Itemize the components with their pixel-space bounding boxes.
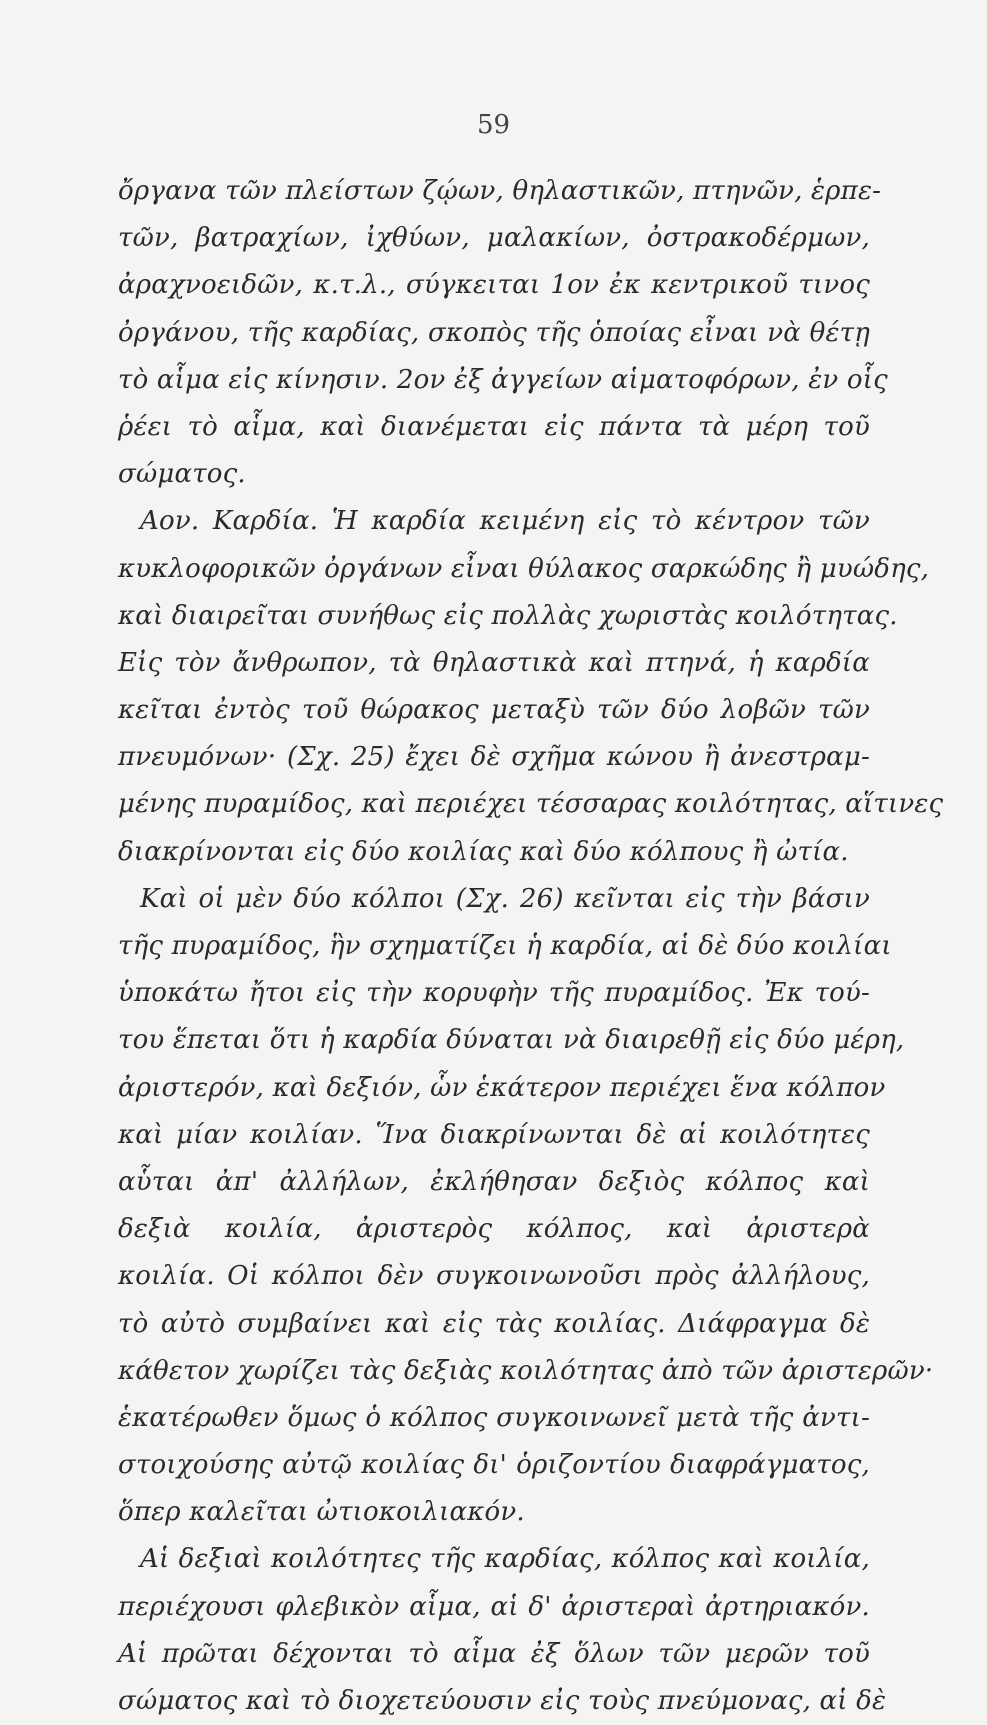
- text-line: ὄργανα τῶν πλείστων ζῴων, θηλαστικῶν, πτηνῶν, ἑρπε-: [118, 176, 882, 206]
- text-line: Καὶ οἱ μὲν δύο κόλποι (Σχ. 26) κεῖνται εἰς τὴν βάσιν: [140, 883, 870, 914]
- text-line: ἀριστερόν, καὶ δεξιόν, ὧν ἑκάτερον περιέχει ἕνα κόλπον: [118, 1072, 886, 1103]
- text-line: κάθετον χωρίζει τὰς δεξιὰς κοιλότητας ἀπὸ τῶν ἀριστερῶν·: [118, 1355, 934, 1386]
- text-line: τὸ αὐτὸ συμβαίνει καὶ εἰς τὰς κοιλίας. Διάφραγμα δὲ: [118, 1308, 870, 1339]
- text-line: κυκλοφορικῶν ὀργάνων εἶναι θύλακος σαρκώδης ἢ μυώδης,: [118, 553, 930, 584]
- text-line: ῥέει τὸ αἷμα, καὶ διανέμεται εἰς πάντα τὰ μέρη τοῦ: [118, 411, 870, 442]
- text-line: πνευμόνων· (Σχ. 25) ἔχει δὲ σχῆμα κώνου ἢ ἀνεστραμ-: [118, 742, 870, 773]
- text-line: διακρίνονται εἰς δύο κοιλίας καὶ δύο κόλπους ἢ ὠτία.: [118, 836, 849, 867]
- text-line: στοιχούσης αὐτῷ κοιλίας δι' ὁριζοντίου διαφράγματος,: [118, 1450, 870, 1481]
- text-line: τῆς πυραμίδος, ἣν σχηματίζει ἡ καρδία, αἱ δὲ δύο κοιλίαι: [118, 931, 892, 961]
- text-line: τὸ αἷμα εἰς κίνησιν. 2ον ἐξ ἀγγείων αἱματοφόρων, ἐν οἷς: [118, 364, 888, 395]
- body-text: [118, 168, 944, 1725]
- text-line: ἀραχνοειδῶν, κ.τ.λ., σύγκειται 1ον ἐκ κεντρικοῦ τινος: [118, 270, 870, 301]
- page-number: 59: [476, 110, 511, 140]
- text-line: αὗται ἀπ' ἀλλήλων, ἐκλήθησαν δεξιὸς κόλπος καὶ: [118, 1166, 870, 1197]
- text-line: δεξιὰ κοιλία, ἀριστερὸς κόλπος, καὶ ἀριστερὰ: [118, 1214, 870, 1245]
- text-line: σώματος καὶ τὸ διοχετεύουσιν εἰς τοὺς πνεύμονας, αἱ δὲ: [118, 1686, 887, 1716]
- text-line: ἑκατέρωθεν ὅμως ὁ κόλπος συγκοινωνεῖ μετὰ τῆς ἀντι-: [118, 1402, 870, 1433]
- text-line: Αἱ πρῶται δέχονται τὸ αἷμα ἐξ ὅλων τῶν μερῶν τοῦ: [118, 1638, 870, 1669]
- text-line: Αον. Καρδία. Ἡ καρδία κειμένη εἰς τὸ κέντρον τῶν: [140, 506, 870, 537]
- text-line: σώματος.: [118, 459, 246, 490]
- text-line: Εἰς τὸν ἄνθρωπον, τὰ θηλαστικὰ καὶ πτηνά, ἡ καρδία: [118, 647, 870, 678]
- text-line: ὀργάνου, τῆς καρδίας, σκοπὸς τῆς ὁποίας εἶναι νὰ θέτῃ: [118, 317, 870, 348]
- text-line: περιέχουσι φλεβικὸν αἷμα, αἱ δ' ἀριστεραὶ ἀρτηριακόν.: [118, 1591, 870, 1622]
- text-line: ὑποκάτω ἤτοι εἰς τὴν κορυφὴν τῆς πυραμίδος. Ἐκ τού-: [118, 978, 870, 1009]
- text-line: καὶ μίαν κοιλίαν. Ἵνα διακρίνωνται δὲ αἱ κοιλότητες: [118, 1119, 870, 1150]
- text-line: κοιλία. Οἱ κόλποι δὲν συγκοινωνοῦσι πρὸς ἀλλήλους,: [118, 1261, 870, 1292]
- text-line: μένης πυραμίδος, καὶ περιέχει τέσσαρας κοιλότητας, αἵτινες: [118, 789, 944, 820]
- text-line: τῶν, βατραχίων, ἰχθύων, μαλακίων, ὀστρακοδέρμων,: [118, 223, 870, 254]
- text-line: ὅπερ καλεῖται ὠτιοκοιλιακόν.: [118, 1497, 525, 1528]
- text-line: κεῖται ἐντὸς τοῦ θώρακος μεταξὺ τῶν δύο λοβῶν τῶν: [118, 695, 870, 726]
- text-line: καὶ διαιρεῖται συνήθως εἰς πολλὰς χωριστὰς κοιλότητας.: [118, 600, 898, 631]
- text-line: Αἱ δεξιαὶ κοιλότητες τῆς καρδίας, κόλπος καὶ κοιλία,: [140, 1544, 870, 1575]
- text-line: του ἕπεται ὅτι ἡ καρδία δύναται νὰ διαιρεθῇ εἰς δύο μέρη,: [118, 1025, 905, 1056]
